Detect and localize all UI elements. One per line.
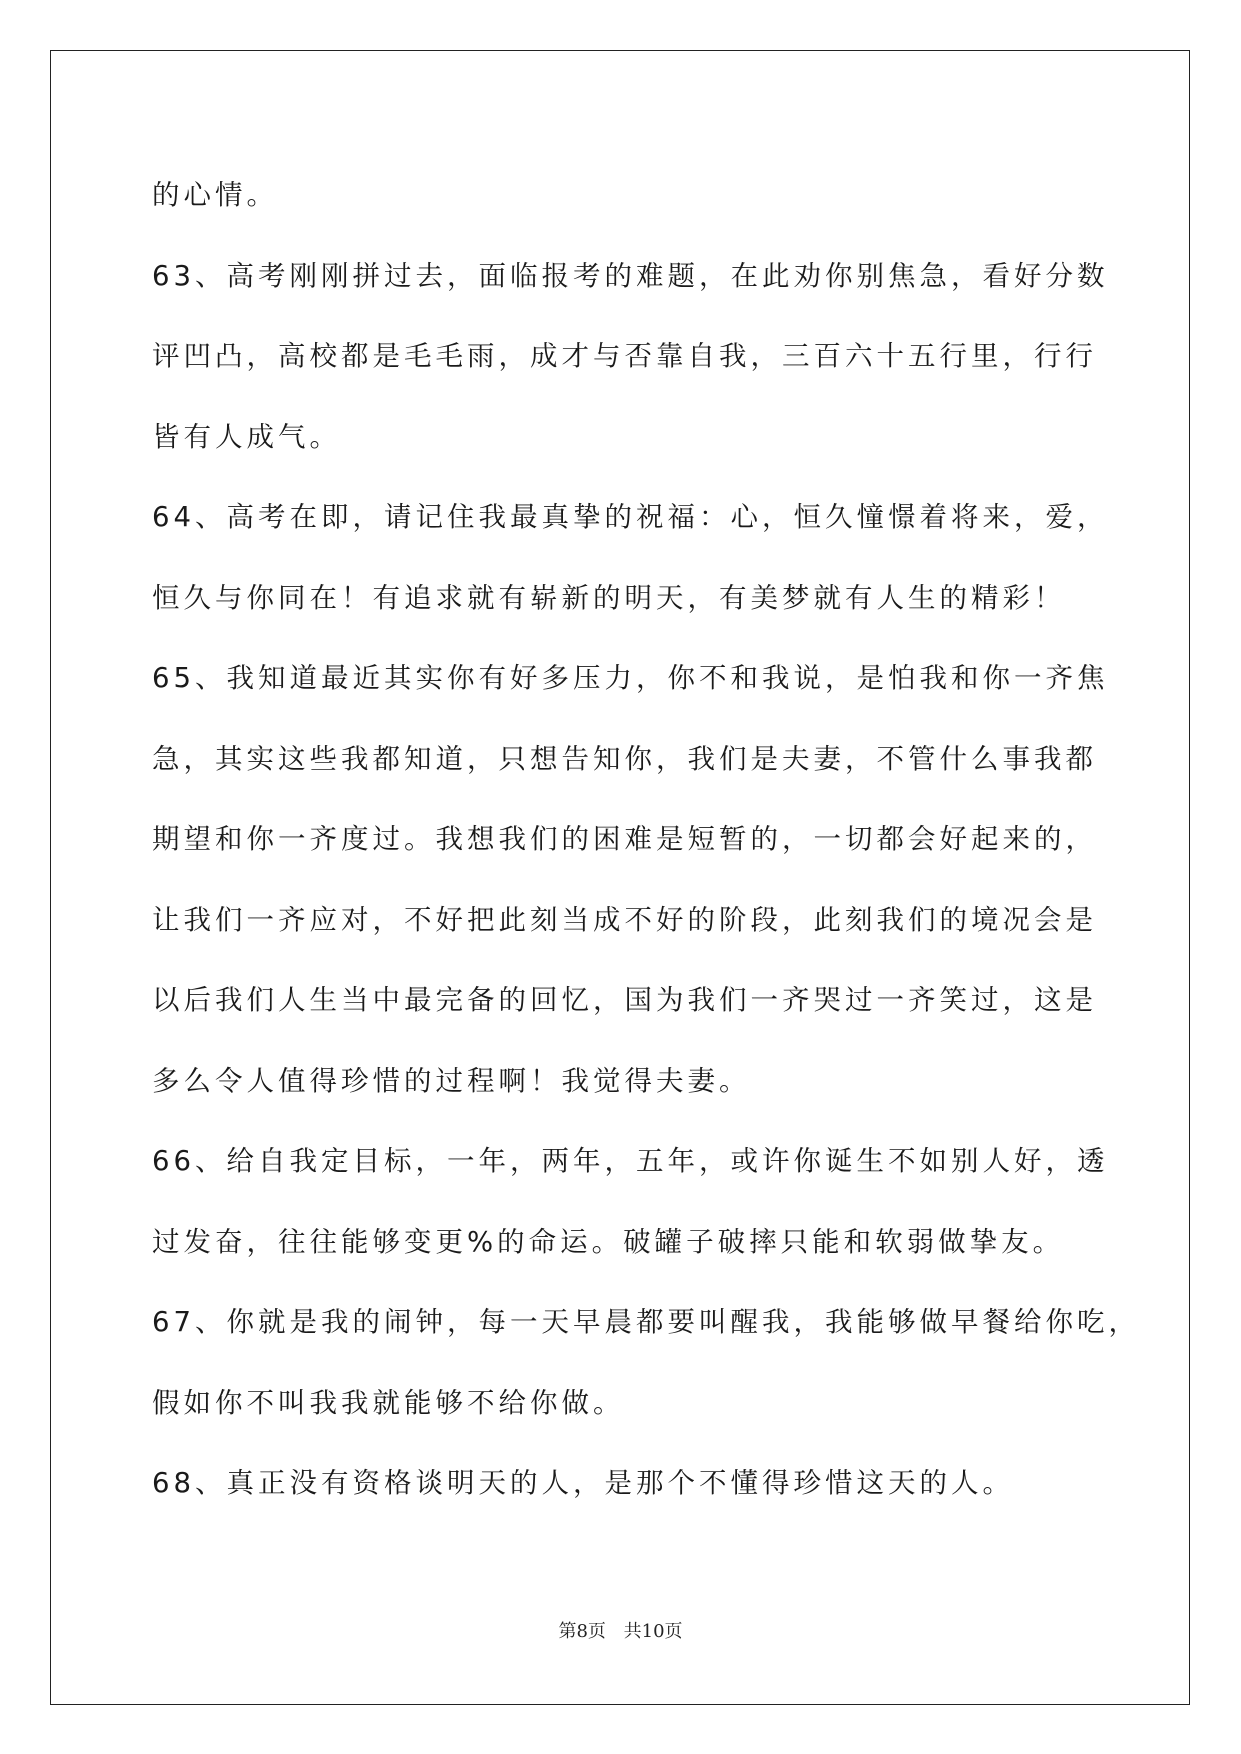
text-line: 多么令人值得珍惜的过程啊！我觉得夫妻。 [152,1064,751,1097]
text-line: 让我们一齐应对，不好把此刻当成不好的阶段，此刻我们的境况会是 [152,903,1097,936]
page-footer [0,1617,1241,1643]
page-current-label: 第8页 [558,1621,606,1642]
text-line: 期望和你一齐度过。我想我们的困难是短暂的，一切都会好起来的， [152,823,1097,855]
text-line: 以后我们人生当中最完备的回忆，国为我们一齐哭过一齐笑过，这是 [152,984,1097,1016]
text-line: 评凹凸，高校都是毛毛雨，成才与否靠自我，三百六十五行里，行行 [152,340,1097,372]
text-line: 皆有人成气。 [152,420,341,453]
text-line: 67、你就是我的闹钟，每一天早晨都要叫醒我，我能够做早餐给你吃， [152,1306,1140,1338]
page-total-label: 共10页 [623,1621,683,1642]
text-line: 63、高考刚刚拼过去，面临报考的难题，在此劝你别焦急，看好分数 [152,259,1109,292]
text-line: 过发奋，往往能够变更%的命运。破罐子破摔只能和软弱做挚友。 [152,1225,1065,1258]
text-line: 恒久与你同在！有追求就有崭新的明天，有美梦就有人生的精彩！ [152,581,1066,614]
text-line: 64、高考在即，请记住我最真挚的祝福：心，恒久憧憬着将来，爱， [152,501,1109,533]
text-line: 68、真正没有资格谈明天的人，是那个不懂得珍惜这天的人。 [152,1467,1014,1499]
text-line: 假如你不叫我我就能够不给你做。 [152,1386,625,1419]
document-body [152,155,1140,1524]
text-line: 的心情。 [152,179,278,211]
text-line: 66、给自我定目标，一年，两年，五年，或许你诞生不如别人好，透 [152,1145,1109,1177]
text-line: 65、我知道最近其实你有好多压力，你不和我说，是怕我和你一齐焦 [152,662,1109,694]
text-line: 急，其实这些我都知道，只想告知你，我们是夫妻，不管什么事我都 [152,742,1097,775]
